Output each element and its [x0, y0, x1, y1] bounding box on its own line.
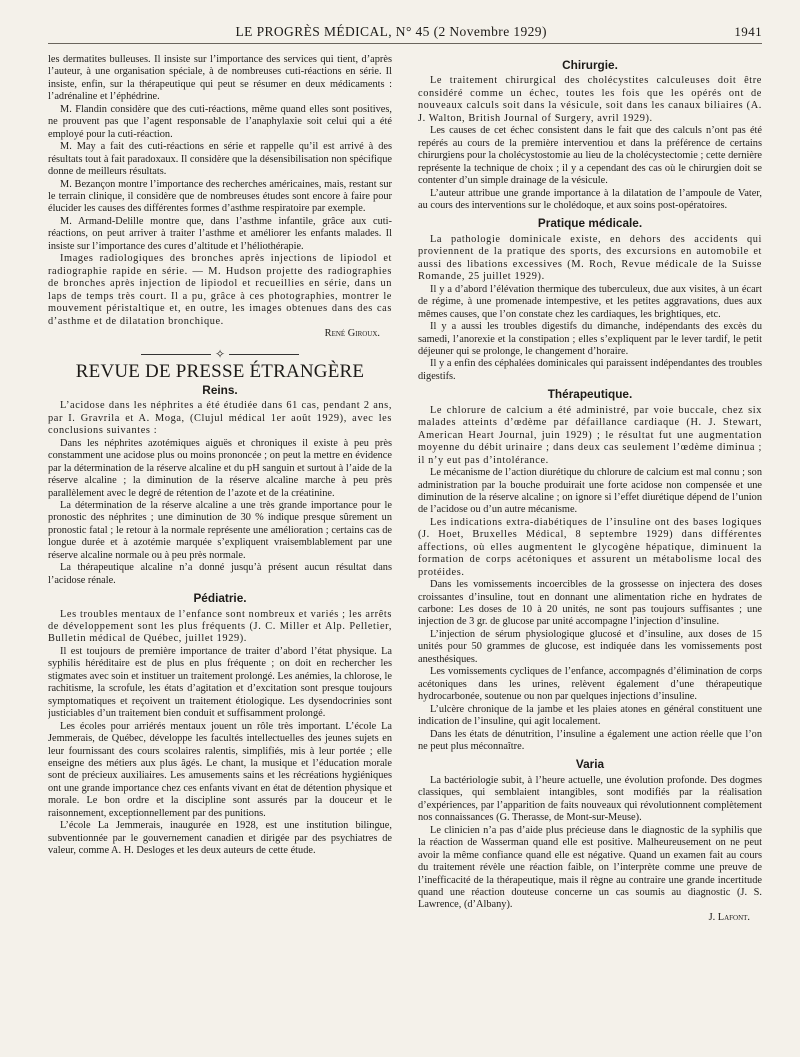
- paragraph: Il y a d’abord l’élévation thermique des tuberculeux, due aux visites, à un écart de régime, à une promenade intempestive, et les petites aggravations, dues aux mêmes causes, que l’on constate chez les cardiaques, les brightiques, etc.: [418, 283, 762, 320]
- paragraph: Dans les néphrites azotémiques aiguës et chroniques il existe à peu près constamment une acidose plus ou moins prononcée ; on peut la mettre en évidence par la détermination de la réserve alcaline et du pH sanguin et surtout à l’aide de la réserve alcaline ; la diminution de la réserve alcaline marche à peu près parallèlement avec le degré de rétention de l’azote et de la créatinine.: [48, 437, 392, 499]
- paragraph: M. May a fait des cuti-réactions en série et rappelle qu’il est arrivé à des résultats tout à fait paradoxaux. Il considère que la désensibilisation non spécifique donne de meilleurs résultats.: [48, 141, 392, 178]
- paragraph: Les indications extra-diabétiques de l’insuline ont des bases logiques (J. Hoet, Bruxelles Médical, 8 septembre 1929) dans différentes affections, où elles augmentent le glycogène hépatique, diminuent la formation de corps acétoniques et assurent un métabolisme local des protéides.: [418, 516, 762, 578]
- paragraph: Les écoles pour arriérés mentaux jouent un rôle très important. L’école La Jemmerais, de Québec, développe les facultés intellectuelles des jeunes sujets en leur fournissant des cours scolaires ralentis, simplifiés, mis à leur portée ; elle enseigne des métiers aux plus âgés. Le chant, la musique et l’éducation morale sont de précieux auxiliaires. Les amusements sains et les récréations hygiéniques ont une grande importance chez ces enfants vivant en état de détention physique et morale. Le bon ordre et la discipline sont assurés par la douceur et le raisonnement, exceptionnellement par des punitions.: [48, 720, 392, 819]
- page-header: [48, 24, 762, 44]
- paragraph: M. Armand-Delille montre que, dans l’asthme infantile, grâce aux cuti-réactions, on peut arriver à traiter l’asthme et améliorer les enfants malades. Il insiste sur l’importance des cures d’altitude et l’héliothérapie.: [48, 215, 392, 252]
- section-heading: Reins.: [202, 382, 238, 397]
- paragraph: Le clinicien n’a pas d’aide plus précieuse dans le diagnostic de la syphilis que la réaction de Wasserman quand elle est positive. Malheureusement on ne peut avoir la même confiance quand elle est négative. Quand un examen fait au cours du traitement révèle une réaction faible, on l’interprète comme une preuve de l’inefficacité de la thérapeutique, mais il règne au contraire une grande incertitude quand une réaction douteuse concerne un cas soumis au diagnostic (J. S. Lawrence, (d’Albany).: [418, 824, 762, 911]
- left-column: [48, 54, 392, 924]
- page-number: 1941: [734, 24, 762, 39]
- paragraph: Il y a enfin des céphalées dominicales qui paraissent indépendantes des troubles digestifs.: [418, 358, 762, 382]
- paragraph: Il y a aussi les troubles digestifs du dimanche, indépendants des excès du samedi, l’anorexie et la constipation ; elles s’expliquent par le lever tardif, le petit déjeuner qui se prolonge, le changement d’horaire.: [418, 321, 762, 357]
- paragraph: Images radiologiques des bronches après injections de lipiodol et radiographie rapide en série. — M. Hudson projette des radiographies de bronches après injection de lipiodol et recueillies en série, dans un laps de temps très court. Il a pu, grâce à ces photographies, montrer le mouvement péristaltique et, en outre, les images obtenues dans des cas d’asthme et de dilatation bronchique.: [48, 253, 392, 327]
- paragraph: La bactériologie subit, à l’heure actuelle, une évolution profonde. Des dogmes classiques, qui semblaient intangibles, sont modifiés par la réalisation d’expériences, par l’apparition de faits nouveaux qui révolutionnent complètement nos connaissances (G. Therasse, de Mont-sur-Meuse).: [418, 774, 762, 824]
- paragraph: L’ulcère chronique de la jambe et les plaies atones en général constituent une indication de l’insuline, qui agit localement.: [418, 703, 762, 728]
- section-heading: Varia: [575, 757, 605, 772]
- review-title: REVUE DE PRESSE ÉTRANGÈRE: [75, 361, 365, 383]
- paragraph: L’auteur attribue une grande importance à la dilatation de l’ampoule de Vater, au cours des interventions sur le cholédoque, et aux soins post-opératoires.: [418, 187, 762, 211]
- paragraph: M. Bezançon montre l’importance des recherches américaines, mais, restant sur le terrain clinique, il considère que de nombreuses études sont encore à faire pour élucider les causes des différentes formes d’asthme respiratoire par exemple.: [48, 178, 392, 215]
- paragraph: L’école La Jemmerais, inaugurée en 1928, est une institution bilingue, subventionnée par le gouvernement canadien et dirigée par des psychiatres de valeur, comme A. H. Desloges et les deux auteurs de cette étude.: [48, 820, 392, 857]
- section-separator: [48, 347, 392, 362]
- author-signature: René Giroux.: [324, 327, 380, 339]
- paragraph: La thérapeutique alcaline n’a donné jusqu’à présent aucun résultat dans l’acidose rénale.: [48, 562, 392, 586]
- section-heading: Chirurgie.: [562, 58, 618, 72]
- right-column: [418, 54, 762, 924]
- paragraph: Dans les vomissements incoercibles de la grossesse on injectera des doses croissantes d’insuline, tout en donnant une alimentation riche en hydrates de carbone: Les doses de 10 à 20 unités, ne sont pas toujours suffisantes ; une injection de 3 gr. de glucose par unité accompagne l’injection d’insuline.: [418, 579, 762, 628]
- journal-title: LE PROGRÈS MÉDICAL, N° 45 (2 Novembre 1929): [235, 24, 547, 39]
- paragraph: L’acidose dans les néphrites a été étudiée dans 61 cas, pendant 2 ans, par I. Gravrila et A. Moga, (Clujul médical 1er août 1929), avec les conclusions suivantes :: [48, 400, 392, 437]
- paragraph: M. Flandin considère que des cuti-réactions, même quand elles sont positives, ne prouvent pas que l’agent responsable de l’anaphylaxie soit celui qui a été employé pour la cuti-réaction.: [48, 103, 392, 140]
- paragraph: Les vomissements cycliques de l’enfance, accompagnés d’élimination de corps acétoniques dans les urines, relèvent également d’une thérapeutique hydrocarbonée, soutenue ou non par quelques injections d’insuline.: [418, 666, 762, 703]
- paragraph: La détermination de la réserve alcaline a une très grande importance pour le pronostic des néphrites ; une diminution de 30 % indique presque sûrement un pronostic fatal ; le retour à la normale représente une amélioration ; certains cas de longue durée et à azotémie marquée s’expliquent vraisemblablement par une réserve alcaline normale ou à peu près normale.: [48, 499, 392, 561]
- section-heading: Pratique médicale.: [537, 216, 643, 231]
- section-heading: Pédiatrie.: [193, 591, 247, 606]
- paragraph: les dermatites bulleuses. Il insiste sur l’importance des services qui tient, d’après l’auteur, à une organisation spéciale, à de nombreuses cuti-réactions en série. Il insiste, enfin, sur la thérapeutique qui peut se résumer en deux médicaments : l’adrénaline et l’éphédrine.: [48, 54, 392, 103]
- paragraph: La pathologie dominicale existe, en dehors des accidents qui proviennent de la pratique des sports, des excursions en automobile et aussi des libations excessives (M. Roch, Revue médicale de la Suisse Romande, 25 juillet 1929).: [418, 233, 762, 283]
- paragraph: Le chlorure de calcium a été administré, par voie buccale, chez six malades atteints d’œdème par défaillance cardiaque (H. J. Stewart, American Heart Journal, juin 1929) ; le résultat fut une augmentation moyenne du débit urinaire ; dans deux cas seulement l’œdème diminua ; il n’y eut pas d’intolérance.: [418, 404, 762, 466]
- paragraph: Le mécanisme de l’action diurétique du chlorure de calcium est mal connu ; son administration par la bouche produirait une forte acidose non compensée et une diminution de la réserve alcaline ; on ignore si l’effet diurétique dépend de l’union de l’acidose ou d’un autre mécanisme.: [418, 467, 762, 516]
- paragraph: Le traitement chirurgical des cholécystites calculeuses doit être considéré comme un échec, toutes les fois que les opérés ont de nouveaux calculs soit dans la vésicule, soit dans les canaux biliaires (A. J. Walton, British Journal of Surgery, avril 1929).: [418, 75, 762, 124]
- paragraph: Les causes de cet échec consistent dans le fait que des calculs n’ont pas été repérés au cours de la première interventiou et dans la préférence de certains chirurgiens pour la cholécystostomie au lieu de la cholécystectomie ; cette dernière représente la technique de choix ; il y a cependant des cas où le chirurgien doit se contenter d’un simple drainage de la vésicule.: [418, 125, 762, 187]
- paragraph: Les troubles mentaux de l’enfance sont nombreux et variés ; les arrêts de développement sont les plus fréquents (J. C. Miller et Alp. Pelletier, Bulletin médical de Québec, juillet 1929).: [48, 608, 392, 645]
- paragraph: Il est toujours de première importance de traiter d’abord l’état physique. La syphilis héréditaire est de plus en plus fréquente ; on doit en rechercher les stigmates avec soin et instituer un traitement prolongé. Les anémies, la chlorose, le rachitisme, la scrofule, les états d’agitation et d’excitation sont presque toujours symptomatiques et reçoivent un traitement étiologique. Les dysendocrinies sont justiciables d’un traitement bien conduit et suffisamment prolongé.: [48, 645, 392, 720]
- paragraph: L’injection de sérum physiologique glucosé et d’insuline, aux doses de 15 unités pour 50 grammes de glucose, est indiquée dans les vomissements post anesthésiques.: [418, 628, 762, 665]
- author-signature: J. Lafont.: [708, 911, 750, 923]
- paragraph: Dans les états de dénutrition, l’insuline a également une action réelle que l’on ne peut plus méconnaître.: [418, 728, 762, 753]
- ornament-icon: ✧: [214, 347, 226, 362]
- section-heading: Thérapeutique.: [547, 387, 633, 402]
